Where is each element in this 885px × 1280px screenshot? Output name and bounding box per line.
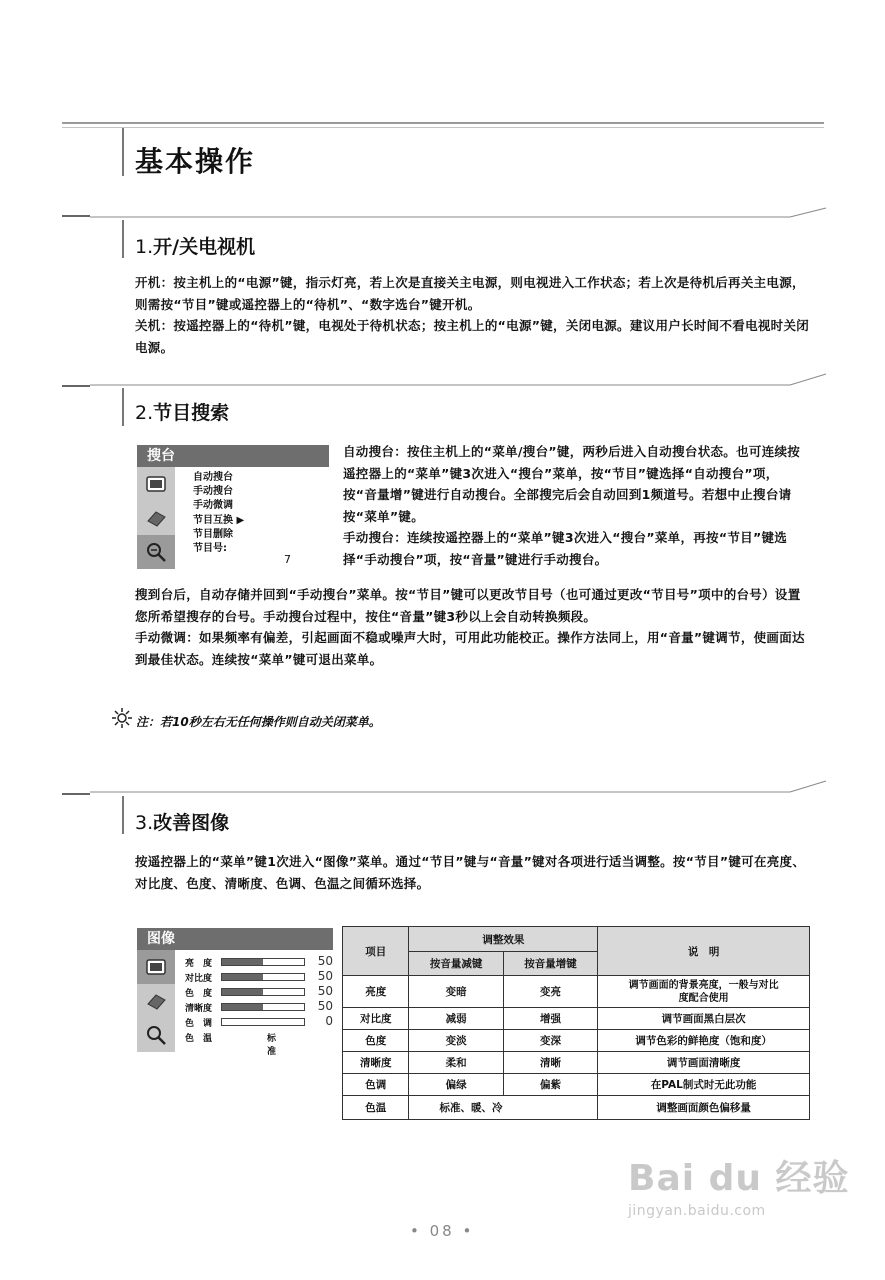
- section-3-number: 3.: [135, 812, 154, 834]
- picture-setting-slider-fill: [222, 989, 263, 995]
- picture-setting-label: 亮 度: [185, 959, 213, 969]
- picture-setting-label: 对比度: [185, 974, 213, 984]
- picture-setting-slider-fill: [222, 959, 263, 965]
- picture-menu-side-icons: [137, 950, 175, 1052]
- search-menu-header: 搜台: [137, 445, 329, 467]
- picture-setting-slider[interactable]: [221, 958, 305, 966]
- row-brightness-inc: 变亮: [503, 976, 597, 1008]
- program-number-value: 7: [284, 553, 291, 566]
- row-color-item: 色度: [343, 1030, 409, 1052]
- menu-item-auto-search[interactable]: 自动搜台: [193, 472, 233, 483]
- row-contrast-inc: 增强: [503, 1008, 597, 1030]
- tip-sun-icon: [112, 708, 132, 732]
- row-tint-dec: 偏绿: [409, 1074, 503, 1096]
- top-rule-thin: [62, 127, 824, 128]
- row-contrast-desc: 调节画面黑白层次: [598, 1008, 810, 1030]
- picture-setting-value: 50: [317, 984, 333, 998]
- manual-search-text: 手动搜台：连续按遥控器上的“菜单”键3次进入“搜台”菜单，再按“节目”键选择“手动搜台”项，按“音量”键进行手动搜台。: [343, 530, 788, 567]
- section-3-title: [135, 808, 229, 835]
- eraser-icon: [137, 984, 175, 1018]
- title-vertical-rule: [122, 128, 124, 176]
- row-sharpness-item: 清晰度: [343, 1052, 409, 1074]
- row-tint-inc: 偏紫: [503, 1074, 597, 1096]
- row-contrast-dec: 减弱: [409, 1008, 503, 1030]
- section-3-left-mark: [62, 793, 90, 795]
- section-2-number: 2.: [135, 402, 154, 424]
- picture-setting-option: 标准: [267, 1034, 277, 1057]
- section-1-number: 1.: [135, 236, 154, 258]
- picture-setting-label: 清晰度: [185, 1004, 213, 1014]
- section-1-left-mark: [62, 215, 90, 217]
- section-1-divider: [90, 200, 830, 222]
- adjust-table: [342, 926, 810, 1120]
- th-inc: 按音量增键: [503, 952, 597, 976]
- page-title: 基本操作: [135, 145, 256, 178]
- section-3-title-text: 改善图像: [153, 812, 230, 834]
- menu-item-fine-tune[interactable]: 手动微调: [193, 500, 233, 512]
- section-1-body: [135, 272, 811, 358]
- section-2-title-text: 节目搜索: [153, 402, 230, 424]
- picture-setting-slider[interactable]: [221, 1003, 305, 1011]
- row-brightness-dec: 变暗: [409, 976, 503, 1008]
- row-temp-options: 标准、暖、冷: [409, 1096, 598, 1120]
- power-off-text: 关机：按遥控器上的“待机”键，电视处于待机状态；按主机上的“电源”键，关闭电源。建议用户长时间不看电视时关闭电源。: [135, 318, 810, 355]
- picture-setting-value: 50: [317, 969, 333, 983]
- picture-setting-value: 0: [325, 1014, 333, 1028]
- picture-setting-slider-fill: [222, 1004, 263, 1010]
- picture-setting-label: 色 调: [185, 1019, 213, 1029]
- section-2-side-text: [343, 441, 811, 570]
- tv-icon: [137, 467, 175, 501]
- section-3-vertical-rule: [122, 796, 124, 834]
- magnifier-icon: [137, 535, 175, 569]
- row-tint-item: 色调: [343, 1074, 409, 1096]
- eraser-icon: [137, 501, 175, 535]
- note-text: 注：若10秒左右无任何操作则自动关闭菜单。: [136, 715, 381, 729]
- section-3-body: [135, 851, 811, 894]
- page-number: • 08 •: [410, 1222, 475, 1240]
- menu-item-delete[interactable]: 节目删除: [193, 528, 233, 540]
- picture-setting-value: 50: [317, 954, 333, 968]
- picture-setting-value: 50: [317, 999, 333, 1013]
- tv-icon: [137, 950, 175, 984]
- section-1-vertical-rule: [122, 220, 124, 258]
- watermark: [628, 1150, 850, 1219]
- search-store-text: 搜到台后，自动存储并回到“手动搜台”菜单。按“节目”键可以更改节目号（也可通过更改“节目号”项中的台号）设置您所希望搜存的台号。手动搜台过程中，按住“音量”键3秒以上会自动转换频段。: [135, 587, 801, 624]
- row-temp-item: 色温: [343, 1096, 409, 1120]
- menu-side-icons: [137, 467, 175, 569]
- picture-setting-slider-fill: [222, 974, 263, 980]
- picture-setting-slider[interactable]: [221, 973, 305, 981]
- picture-setting-label: 色 温: [185, 1034, 213, 1044]
- section-2-vertical-rule: [122, 388, 124, 426]
- search-menu: [137, 445, 329, 569]
- menu-item-swap[interactable]: 节目互换 ▶: [193, 514, 245, 526]
- row-color-desc: 调节色彩的鲜艳度（饱和度）: [598, 1030, 810, 1052]
- row-temp-desc: 调整画面颜色偏移量: [598, 1096, 810, 1120]
- picture-intro-text: 按遥控器上的“菜单”键1次进入“图像”菜单。通过“节目”键与“音量”键对各项进行适当调整。按“节目”键可在亮度、对比度、色度、清晰度、色调、色温之间循环选择。: [135, 854, 806, 891]
- row-brightness-desc: 调节画面的背景亮度，一般与对比度配合使用: [598, 976, 810, 1008]
- power-on-text: 开机：按主机上的“电源”键，指示灯亮，若上次是直接关主电源，则电视进入工作状态；若上次是待机后再关主电源，则需按“节目”键或遥控器上的“待机”、“数字选台”键开机。: [135, 275, 805, 312]
- row-tint-desc: 在PAL制式时无此功能: [598, 1074, 810, 1096]
- row-color-inc: 变深: [503, 1030, 597, 1052]
- th-dec: 按音量减键: [409, 952, 503, 976]
- watermark-url: jingyan.baidu.com: [628, 1203, 766, 1219]
- picture-menu: [137, 928, 333, 1057]
- picture-menu-header: 图像: [137, 928, 333, 950]
- magnifier-icon: [137, 1018, 175, 1052]
- row-sharpness-inc: 清晰: [503, 1052, 597, 1074]
- menu-item-program-number[interactable]: 节目号:: [193, 543, 227, 555]
- row-brightness-item: 亮度: [343, 976, 409, 1008]
- fine-tune-text: 手动微调：如果频率有偏差，引起画面不稳或噪声大时，可用此功能校正。操作方法同上，用“音量”键调节，使画面达到最佳状态。连续按“菜单”键可退出菜单。: [135, 630, 805, 667]
- section-1-title: [135, 232, 255, 259]
- th-effect: 调整效果: [409, 927, 598, 952]
- section-2-title: [135, 398, 229, 425]
- watermark-brand: Bai du 经验: [628, 1158, 850, 1199]
- section-1-title-text: 开/关电视机: [153, 236, 256, 258]
- th-item: 项目: [343, 927, 409, 976]
- section-3-divider: [90, 775, 830, 797]
- section-2-divider: [90, 368, 830, 390]
- auto-search-text: 自动搜台：按住主机上的“菜单/搜台”键，两秒后进入自动搜台状态。也可连续按遥控器上的“菜单”键3次进入“搜台”菜单，按“节目”键选择“自动搜台”项，按“音量增”键进行自动搜台。全部搜完后会自动回到1频道号。若想中止搜台请按“菜单”键。: [343, 444, 801, 524]
- picture-setting-slider[interactable]: [221, 1018, 305, 1026]
- row-sharpness-desc: 调节画面清晰度: [598, 1052, 810, 1074]
- picture-setting-label: 色 度: [185, 989, 213, 999]
- section-2-left-mark: [62, 385, 90, 387]
- row-contrast-item: 对比度: [343, 1008, 409, 1030]
- search-menu-items: [193, 471, 244, 556]
- section-2-body: [135, 584, 811, 670]
- th-desc: 说 明: [598, 927, 810, 976]
- top-rule: [62, 122, 824, 124]
- picture-setting-slider[interactable]: [221, 988, 305, 996]
- menu-item-manual-search[interactable]: 手动搜台: [193, 486, 233, 498]
- row-sharpness-dec: 柔和: [409, 1052, 503, 1074]
- row-color-dec: 变淡: [409, 1030, 503, 1052]
